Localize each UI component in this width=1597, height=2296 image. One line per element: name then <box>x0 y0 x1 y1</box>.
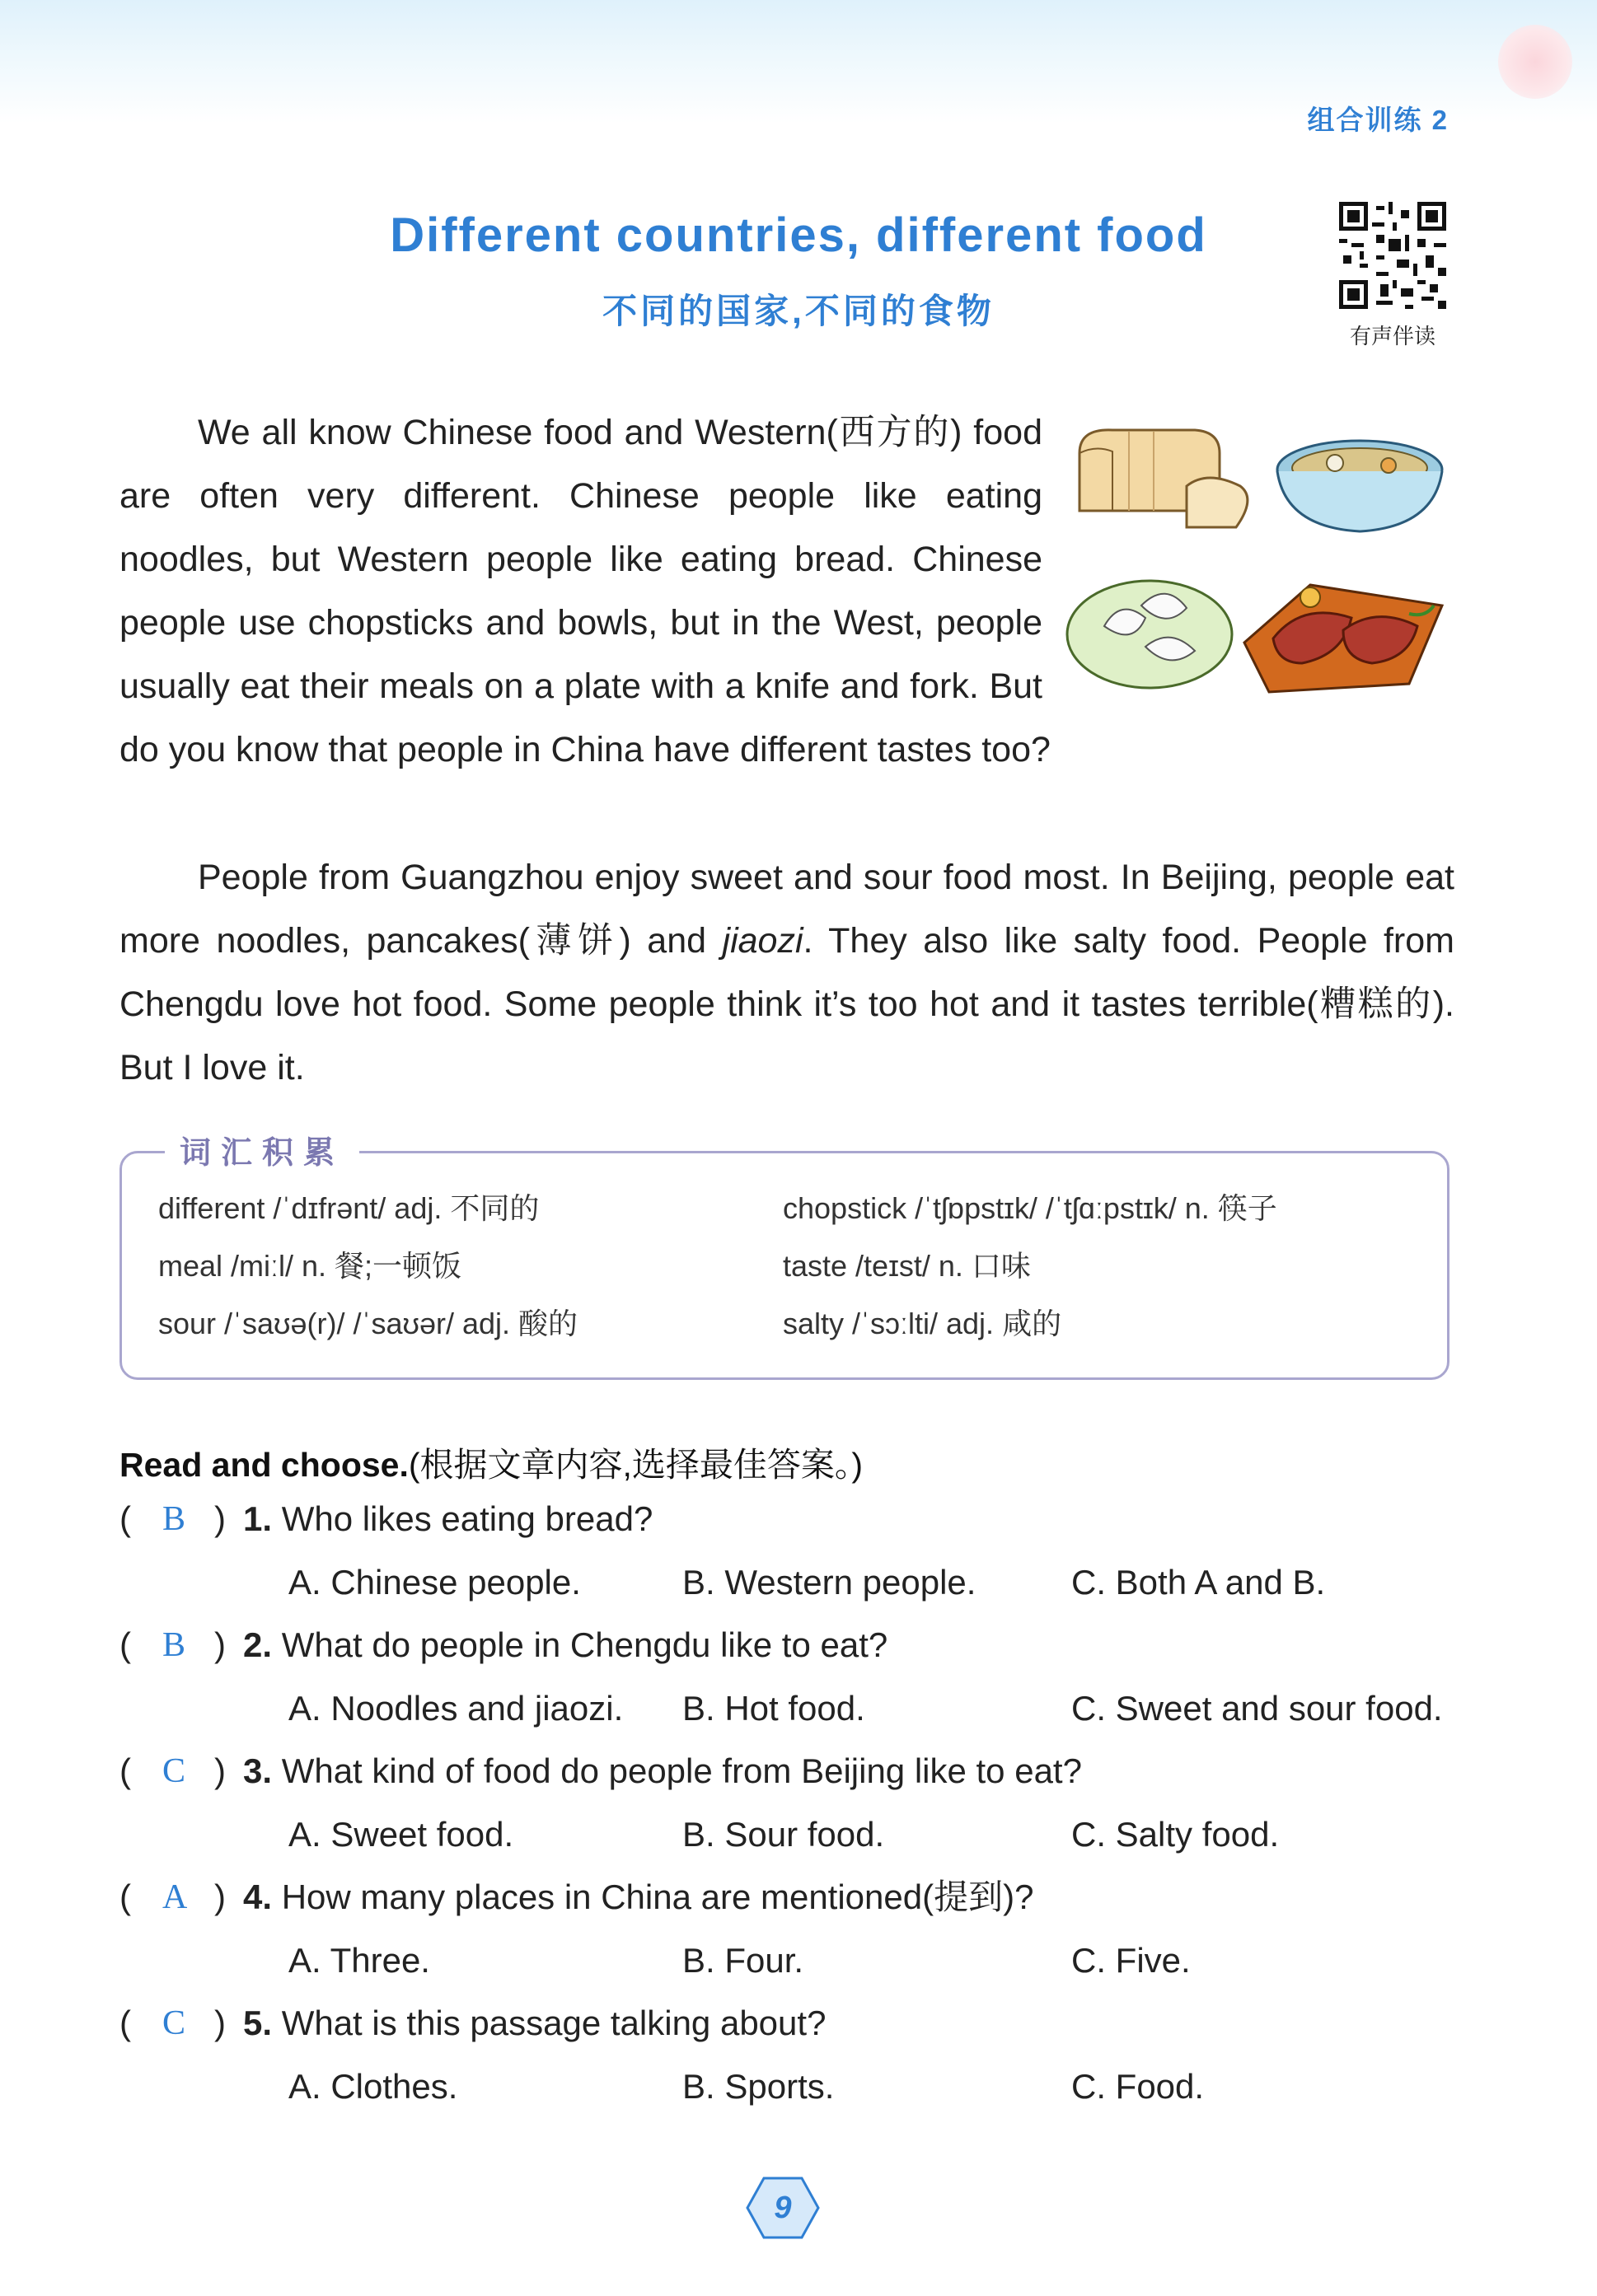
answer-bracket[interactable]: ( C ) <box>119 1992 243 2055</box>
answer-bracket[interactable]: ( C ) <box>119 1740 243 1803</box>
question-text: How many places in China are mentioned(提到)? <box>281 1877 1034 1916</box>
vocabulary-label: 词汇积累 <box>165 1127 359 1172</box>
qr-code-icon[interactable] <box>1339 202 1446 309</box>
answer-mark: C <box>162 1752 186 1790</box>
vocab-entry: taste /teɪst/ n. 口味 <box>783 1249 1031 1283</box>
question-line <box>119 1488 1479 1550</box>
question-5 <box>119 1992 1479 2118</box>
answer-bracket[interactable]: ( B ) <box>119 1488 243 1550</box>
corner-decoration <box>1498 25 1572 99</box>
food-illustration <box>1063 420 1450 717</box>
vocabulary-left-column <box>158 1180 578 1353</box>
question-line <box>119 1992 1479 2055</box>
option-c[interactable]: C. Both A and B. <box>1071 1563 1326 1602</box>
answer-mark: B <box>162 1500 186 1538</box>
vocab-entry: meal /miːl/ n. 餐;一顿饭 <box>158 1249 462 1283</box>
question-line <box>119 1866 1479 1929</box>
question-text: What kind of food do people from Beijing like to eat? <box>281 1751 1082 1790</box>
passage-p2-text-a: People from Guangzhou enjoy sweet and sour food most. In Beijing, people eat more noodles, pancakes(薄饼) and <box>119 858 1454 961</box>
question-line <box>119 1740 1479 1803</box>
passage-paragraph-2 <box>119 846 1454 1100</box>
question-number: 3. <box>243 1751 273 1790</box>
options-row <box>119 2055 1479 2118</box>
option-c[interactable]: C. Salty food. <box>1071 1815 1280 1854</box>
question-text: What is this passage talking about? <box>281 2004 827 2042</box>
option-b[interactable]: B. Sports. <box>682 2067 835 2106</box>
passage-p1-text: We all know Chinese food and Western(西方的) food are often very different. Chinese people like eating noodles, but Western people like eating bread. Chinese people use chopsticks and bowls, but in the West, people usually eat their meals on a plate with a knife and fork. But do you know that people in China have different tastes too? <box>119 413 1051 769</box>
exercise-heading <box>119 1438 863 1486</box>
option-b[interactable]: B. Sour food. <box>682 1815 885 1854</box>
option-b[interactable]: B. Hot food. <box>682 1689 865 1728</box>
options-row <box>119 1550 1479 1614</box>
question-text: What do people in Chengdu like to eat? <box>281 1625 888 1664</box>
page-title-english: Different countries, different food <box>390 208 1207 262</box>
answer-mark: A <box>162 1878 188 1916</box>
question-4 <box>119 1866 1479 1992</box>
option-a[interactable]: A. Three. <box>288 1941 430 1980</box>
vocabulary-right-column <box>783 1180 1277 1353</box>
passage-p2-italic: jiaozi <box>722 921 803 961</box>
vocab-entry: sour /ˈsaʊə(r)/ /ˈsaʊər/ adj. 酸的 <box>158 1307 578 1340</box>
question-number: 2. <box>243 1625 273 1664</box>
question-number: 4. <box>243 1877 273 1916</box>
question-number: 1. <box>243 1499 273 1538</box>
option-c[interactable]: C. Five. <box>1071 1941 1191 1980</box>
passage-p2-text-b: . They also like salty food. People from Chengdu love hot food. Some people think it’s too hot and it tastes terrible(糟糕的). But I love it. <box>119 921 1454 1087</box>
option-b[interactable]: B. Western people. <box>682 1563 976 1602</box>
answer-bracket[interactable]: ( A ) <box>119 1866 243 1929</box>
option-c[interactable]: C. Food. <box>1071 2067 1205 2106</box>
passage-text-2 <box>119 846 1454 1100</box>
vocab-entry: salty /ˈsɔːlti/ adj. 咸的 <box>783 1307 1062 1340</box>
section-label: 组合训练 2 <box>1307 105 1449 135</box>
options-row <box>119 1676 1479 1740</box>
vocab-entry: different /ˈdɪfrənt/ adj. 不同的 <box>158 1191 540 1225</box>
option-a[interactable]: A. Chinese people. <box>288 1563 581 1602</box>
vocab-entry: chopstick /ˈtʃɒpstɪk/ /ˈtʃɑːpstɪk/ n. 筷子 <box>783 1191 1277 1225</box>
option-b[interactable]: B. Four. <box>682 1941 804 1980</box>
noodle-bowl-icon <box>1277 441 1442 531</box>
question-1 <box>119 1488 1479 1614</box>
steak-icon <box>1244 585 1442 692</box>
options-row <box>119 1929 1479 1992</box>
option-c[interactable]: C. Sweet and sour food. <box>1071 1689 1443 1728</box>
question-text: Who likes eating bread? <box>281 1499 653 1538</box>
option-a[interactable]: A. Clothes. <box>288 2067 458 2106</box>
page-number <box>746 2175 820 2241</box>
option-a[interactable]: A. Sweet food. <box>288 1815 514 1854</box>
exercise-heading-bold: Read and choose. <box>119 1446 409 1484</box>
bread-icon <box>1079 430 1248 527</box>
question-3 <box>119 1740 1479 1866</box>
option-a[interactable]: A. Noodles and jiaozi. <box>288 1689 624 1728</box>
options-row <box>119 1803 1479 1866</box>
answer-bracket[interactable]: ( B ) <box>119 1614 243 1676</box>
qr-caption: 有声伴读 <box>1349 324 1435 348</box>
question-line <box>119 1614 1479 1676</box>
page-title-chinese: 不同的国家,不同的食物 <box>602 292 995 330</box>
answer-mark: B <box>162 1626 186 1664</box>
question-2 <box>119 1614 1479 1740</box>
question-number: 5. <box>243 2004 273 2042</box>
page-number-text: 9 <box>774 2191 792 2225</box>
dumplings-icon <box>1067 581 1232 688</box>
answer-mark: C <box>162 2004 186 2042</box>
exercise-heading-instructions: (根据文章内容,选择最佳答案。) <box>408 1446 864 1484</box>
